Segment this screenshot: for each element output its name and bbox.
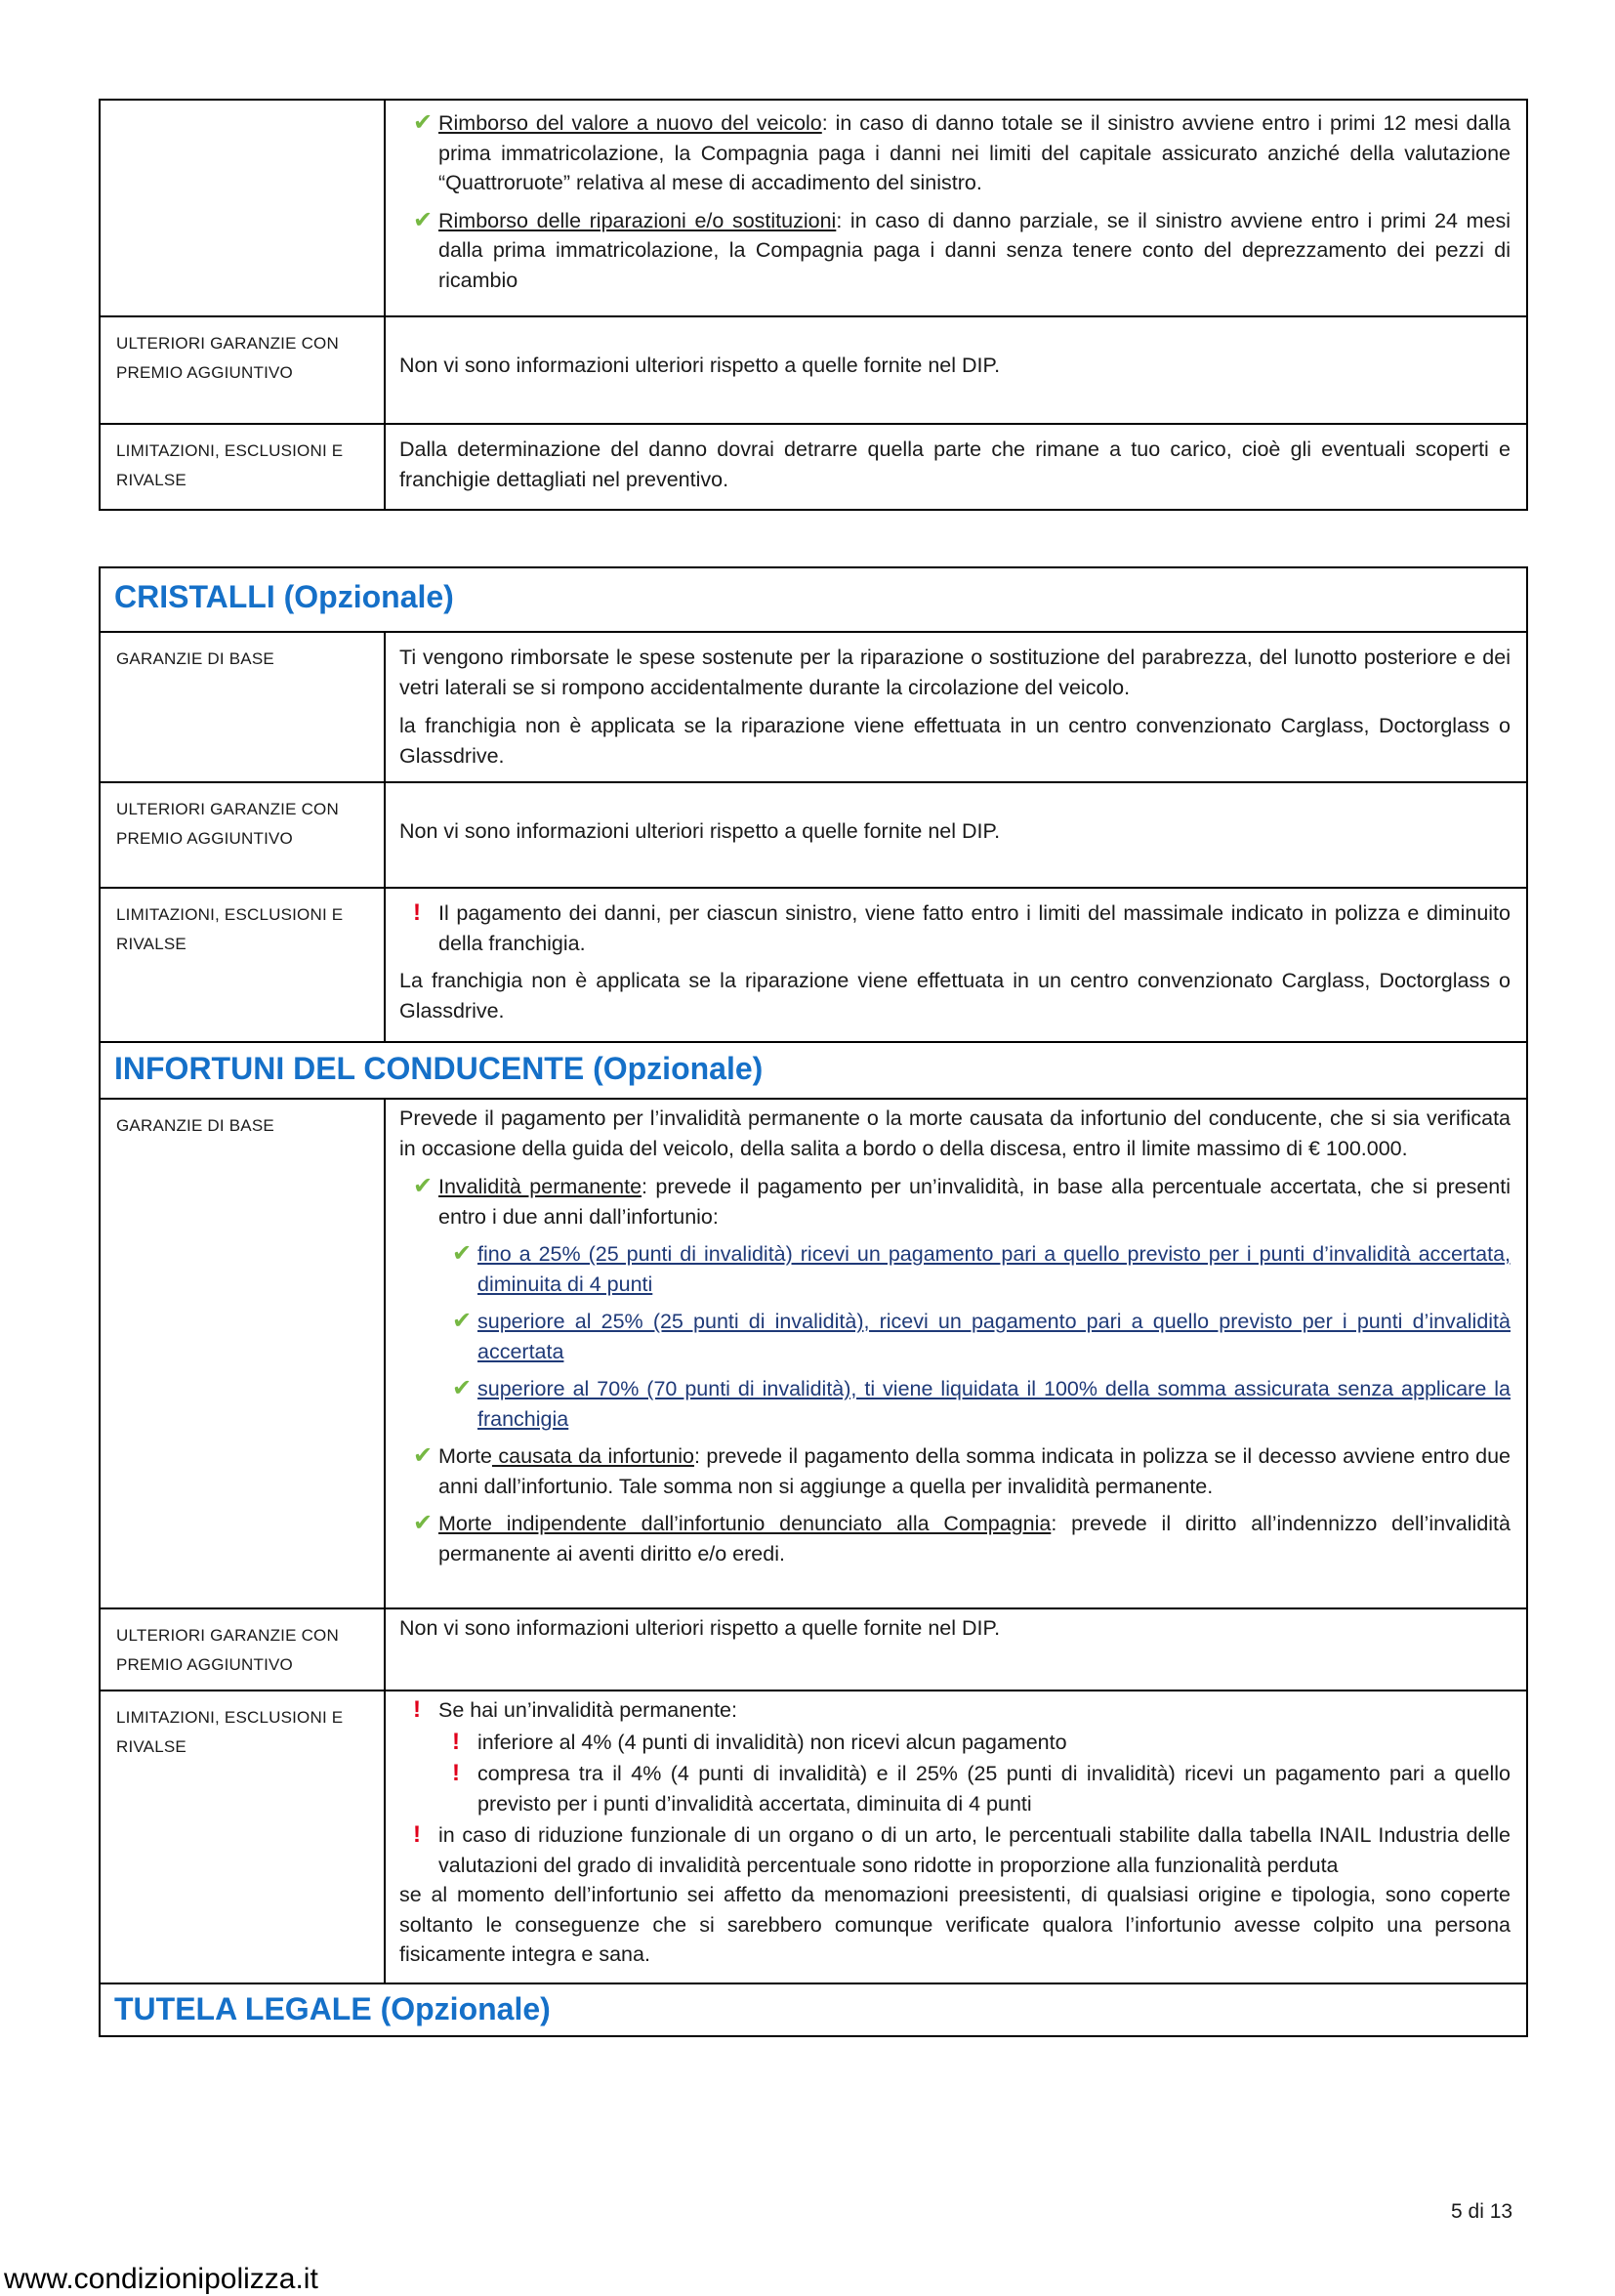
check-icon: ✔ (413, 206, 434, 233)
section-title: TUTELA LEGALE (Opzionale) (114, 1991, 551, 2026)
rimborsi-content (386, 101, 1526, 315)
cristalli-base-content (386, 633, 1526, 781)
sub-list-item (399, 1307, 1511, 1366)
sub-list-item (399, 1759, 1511, 1818)
check-icon: ✔ (452, 1308, 473, 1334)
page-number: 5 di 13 (1451, 2200, 1513, 2223)
paragraph: Prevede il pagamento per l’invalidità permanente o la morte causata da infortunio del conducente, che si sia verificata in occasione della guida del veicolo, della salita a bordo o della discesa, entro il limite massimo di € 100.000. (399, 1106, 1511, 1160)
row-infortuni-limitazioni (101, 1690, 1526, 1983)
row-ulteriori (101, 315, 1526, 423)
infortuni-base-content (386, 1100, 1526, 1607)
item-title: Morte indipendente dall’infortunio denunciato alla Compagnia (438, 1512, 1052, 1535)
limitazioni-content (386, 425, 1526, 509)
paragraph: Ti vengono rimborsate le spese sostenute per la riparazione o sostituzione del parabrezza, del lunotto posteriore e dei vetri laterali se si rompono accidentalmente durante la circolazione del veicolo. (399, 646, 1511, 699)
section-tutela-legale (101, 1983, 1526, 2035)
cristalli-limitazioni-content (386, 889, 1526, 1041)
warning-icon: ! (413, 899, 421, 926)
paragraph: se al momento dell’infortunio sei affetto da menomazioni preesistenti, di qualsiasi origine e tipologia, sono coperte soltanto le conseguenze che si sarebbero comunque verificate qualora l’infortunio avesse colpito una persona fisicamente integra e sana. (399, 1883, 1511, 1966)
check-icon: ✔ (413, 109, 434, 136)
row-rimborsi (101, 101, 1526, 315)
table-optional-guarantees (99, 566, 1528, 2037)
warning-icon: ! (413, 1696, 421, 1723)
item-text: inferiore al 4% (4 punti di invalidità) non ricevi alcun pagamento (477, 1730, 1067, 1754)
list-item (399, 1509, 1511, 1568)
warning-icon: ! (452, 1760, 460, 1786)
check-icon: ✔ (452, 1240, 473, 1267)
item-text: : in caso di danno totale se il sinistro avviene entro i primi 12 mesi dalla prima immatricolazione, la Compagnia paga i danni nei limiti del capitale assicurato anziché della valutazione “Quattroruote” relativa al mese di accadimento del sinistro. (438, 111, 1511, 194)
warning-icon: ! (452, 1728, 460, 1755)
check-icon: ✔ (413, 1442, 434, 1469)
ulteriori-content (386, 317, 1526, 423)
cristalli-ulteriori-content (386, 783, 1526, 887)
item-text: : prevede il pagamento per un’invalidità, in base alla percentuale accertata, che si presenti entro i due anni dall’infortunio: (438, 1175, 1511, 1229)
label-base: GARANZIE DI BASE (101, 1100, 386, 1607)
item-title: Invalidità permanente (438, 1175, 642, 1198)
item-text: Il pagamento dei danni, per ciascun sinistro, viene fatto entro i limiti del massimale indicato in polizza e diminuito della franchigia. (438, 901, 1511, 955)
label-limitazioni: LIMITAZIONI, ESCLUSIONI E RIVALSE (101, 425, 386, 509)
label-ulteriori: ULTERIORI GARANZIE CON PREMIO AGGIUNTIVO (101, 783, 386, 887)
footer-url: www.condizionipolizza.it (4, 2263, 318, 2295)
paragraph: la franchigia non è applicata se la riparazione viene effettuata in un centro convenzionato Carglass, Doctorglass o Glassdrive. (399, 714, 1511, 768)
item-prefix: Morte (438, 1444, 492, 1468)
row-infortuni-ulteriori (101, 1607, 1526, 1690)
sub-list-item (399, 1374, 1511, 1434)
limitazioni-text: Dalla determinazione del danno dovrai detrarre quella parte che rimane a tuo carico, cioè gli eventuali scoperti e franchigie dettagliati nel preventivo. (399, 438, 1511, 491)
item-text: : prevede il diritto all’indennizzo dell’invalidità permanente ai aventi diritto e/o eredi. (438, 1512, 1511, 1565)
item-text: compresa tra il 4% (4 punti di invalidità) e il 25% (25 punti di invalidità) ricevi un pagamento pari a quello previsto per i punti d’invalidità accertata, diminuita di 4 punti (477, 1762, 1511, 1816)
item-text: superiore al 25% (25 punti di invalidità), ricevi un pagamento pari a quello previsto per i punti d’invalidità accertata (477, 1310, 1511, 1363)
warning-icon: ! (413, 1821, 421, 1848)
section-cristalli (101, 568, 1526, 631)
sub-list-item (399, 1728, 1511, 1758)
item-title: Rimborso delle riparazioni e/o sostituzioni (438, 208, 837, 232)
table-continuation (99, 99, 1528, 511)
section-title: CRISTALLI (Opzionale) (114, 579, 454, 614)
ulteriori-text: Non vi sono informazioni ulteriori rispetto a quelle fornite nel DIP. (399, 354, 1001, 377)
list-item (399, 206, 1511, 296)
row-cristalli-base (101, 631, 1526, 781)
infortuni-ulteriori-content (386, 1609, 1526, 1690)
label-empty (101, 101, 386, 315)
row-infortuni-base (101, 1098, 1526, 1607)
ulteriori-text: Non vi sono informazioni ulteriori rispetto a quelle fornite nel DIP. (399, 819, 1001, 843)
label-limitazioni: LIMITAZIONI, ESCLUSIONI E RIVALSE (101, 1691, 386, 1983)
label-ulteriori: ULTERIORI GARANZIE CON PREMIO AGGIUNTIVO (101, 1609, 386, 1690)
list-item (399, 1172, 1511, 1231)
item-text: in caso di riduzione funzionale di un organo o di un arto, le percentuali stabilite dalla tabella INAIL Industria delle valutazioni del grado di invalidità percentuale sono ridotte in proporzione alla funzionalità perduta (438, 1823, 1511, 1877)
label-ulteriori: ULTERIORI GARANZIE CON PREMIO AGGIUNTIVO (101, 317, 386, 423)
item-text: : prevede il pagamento della somma indicata in polizza se il decesso avviene entro due anni dall’infortunio. Tale somma non si aggiunge a quella per invalidità permanente. (438, 1444, 1511, 1498)
sub-list-item (399, 1239, 1511, 1299)
row-limitazioni (101, 423, 1526, 509)
item-text: fino a 25% (25 punti di invalidità) ricevi un pagamento pari a quello previsto per i punti d’invalidità accertata, diminuita di 4 punti (477, 1242, 1511, 1296)
label-base: GARANZIE DI BASE (101, 633, 386, 781)
check-icon: ✔ (452, 1375, 473, 1401)
row-cristalli-limitazioni (101, 887, 1526, 1041)
check-icon: ✔ (413, 1173, 434, 1199)
section-infortuni (101, 1041, 1526, 1098)
list-item (399, 1441, 1511, 1501)
label-limitazioni: LIMITAZIONI, ESCLUSIONI E RIVALSE (101, 889, 386, 1041)
item-title: Rimborso del valore a nuovo del veicolo (438, 111, 822, 135)
row-cristalli-ulteriori (101, 781, 1526, 887)
list-item (399, 898, 1511, 958)
list-item (399, 108, 1511, 198)
ulteriori-text: Non vi sono informazioni ulteriori rispetto a quelle fornite nel DIP. (399, 1616, 1001, 1640)
paragraph: La franchigia non è applicata se la riparazione viene effettuata in un centro convenzionato Carglass, Doctorglass o Glassdrive. (399, 969, 1511, 1023)
item-text: : in caso di danno parziale, se il sinistro avviene entro i primi 24 mesi dalla prima immatricolazione, la Compagnia paga i danni senza tenere conto del deprezzamento dei pezzi di ricambio (438, 208, 1511, 292)
list-item (399, 1695, 1511, 1726)
check-icon: ✔ (413, 1510, 434, 1536)
section-title: INFORTUNI DEL CONDUCENTE (Opzionale) (114, 1051, 764, 1086)
infortuni-limitazioni-content (386, 1691, 1526, 1983)
list-item (399, 1820, 1511, 1880)
item-text: superiore al 70% (70 punti di invalidità), ti viene liquidata il 100% della somma assicurata senza applicare la franchigia (477, 1377, 1511, 1431)
item-title: causata da infortunio (491, 1444, 694, 1468)
item-text: Se hai un’invalidità permanente: (438, 1698, 737, 1722)
